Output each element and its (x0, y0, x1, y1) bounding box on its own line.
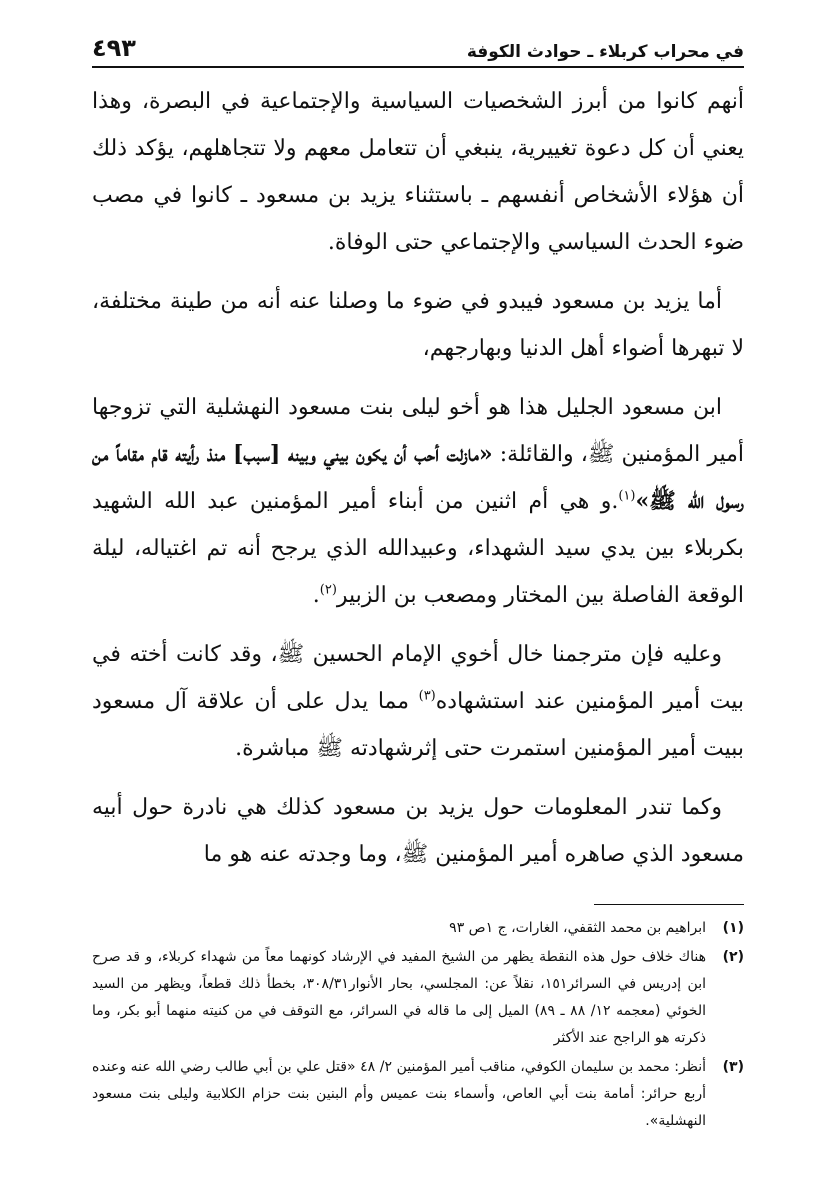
running-header (92, 28, 744, 68)
paragraph-3 (92, 384, 744, 619)
footnote-text: أنظر: محمد بن سليمان الكوفي، مناقب أمير المؤمنين ٢/ ٤٨ «قتل علي بن أبي طالب رضي الله عنه وعنده أربع حرائر: أمامة بنت أبي العاص، وأسماء بنت عميس وأم البنين بنت حزام الكلابية وليلى بنت مسعود النهشلية». (92, 1059, 706, 1129)
footnote-separator (594, 904, 744, 905)
footnote-2 (92, 944, 744, 1052)
footnote-ref-1: (١) (618, 488, 636, 504)
paragraph-4 (92, 631, 744, 772)
footnote-number: (١) (722, 920, 744, 936)
footnotes (92, 915, 744, 1135)
footnote-text: هناك خلاف حول هذه النقطة يظهر من الشيخ المفيد في الإرشاد كونهما معاً من شهداء كربلاء، و قد صرح ابن إدريس في السرائر١٥١، نقلاً عن: المجلسي، بحار الأنوار٣٠٨/٣١، بخطأ ذلك قطعاً، ويظهر من السيد الخوئي (معجمه ١٢/ ٨٨ ـ ٨٩) الميل إلى ما قاله في السرائر، مع التوقف في من كنيته منهما أبو بكر، وما ذكرته هو الراجح عند الأكثر (92, 949, 706, 1046)
paragraph-4-intro: وعليه فإن مترجمنا خال أخوي الإمام الحسين ﷺ، وقد كانت أخته في بيت أمير المؤمنين عند استشهاده (92, 642, 744, 714)
footnote-number: (٣) (722, 1059, 744, 1075)
paragraph-2: أما يزيد بن مسعود فيبدو في ضوء ما وصلنا عنه أنه من طينة مختلفة، لا تبهرها أضواء أهل الدنيا وبهارجهم، (92, 289, 744, 361)
paragraph-3-intro: ابن مسعود الجليل هذا هو أخو ليلى بنت مسعود النهشلية التي تزوجها أمير المؤمنين ﷺ، والقائلة: (92, 395, 745, 467)
footnote-ref-3: (٣) (418, 688, 436, 704)
footnote-ref-2: (٢) (319, 582, 337, 598)
paragraph-3-body: .و هي أم اثنين من أبناء أمير المؤمنين عبد الله الشهيد بكربلاء بين يدي سيد الشهداء، وعبيدالله الذي يرجح أنه تم اغتياله، ليلة الوقعة الفاصلة بين المختار ومصعب بن الزبير (92, 489, 744, 608)
footnote-3 (92, 1054, 744, 1135)
paragraph-4-body: مما يدل على أن علاقة آل مسعود ببيت أمير المؤمنين استمرت حتى إثرشهادته ﷺ مباشرة. (92, 689, 744, 761)
paragraph-5: وكما تندر المعلومات حول يزيد بن مسعود كذلك هي نادرة حول أبيه مسعود الذي صاهره أمير المؤمنين ﷺ، وما وجدته عنه هو ما (92, 795, 744, 867)
footnote-number: (٢) (722, 949, 744, 965)
footnote-1 (92, 915, 744, 942)
page-number: ٤٩٣ (92, 34, 136, 62)
footnote-text: ابراهيم بن محمد الثقفي، الغارات، ج ١ص ٩٣ (449, 920, 706, 936)
quote-text: «مازلت أحب أن يكون بيني وبينه [سبب] منذ رأيته قام مقاماً من رسول الله ﷺ» (92, 441, 744, 514)
paragraph-1: أنهم كانوا من أبرز الشخصيات السياسية والإجتماعية في البصرة، وهذا يعني أن كل دعوة تغييرية، ينبغي أن تتعامل معهم ولا تتجاهلهم، يؤكد ذلك أن هؤلاء الأشخاص أنفسهم ـ باستثناء يزيد بن مسعود ـ كانوا في مصب ضوء الحدث السياسي والإجتماعي حتى الوفاة. (92, 89, 744, 255)
paragraph-3-end: . (312, 583, 320, 608)
main-text (92, 78, 744, 878)
running-title: في محراب كربلاء ـ حوادث الكوفة (466, 42, 744, 62)
